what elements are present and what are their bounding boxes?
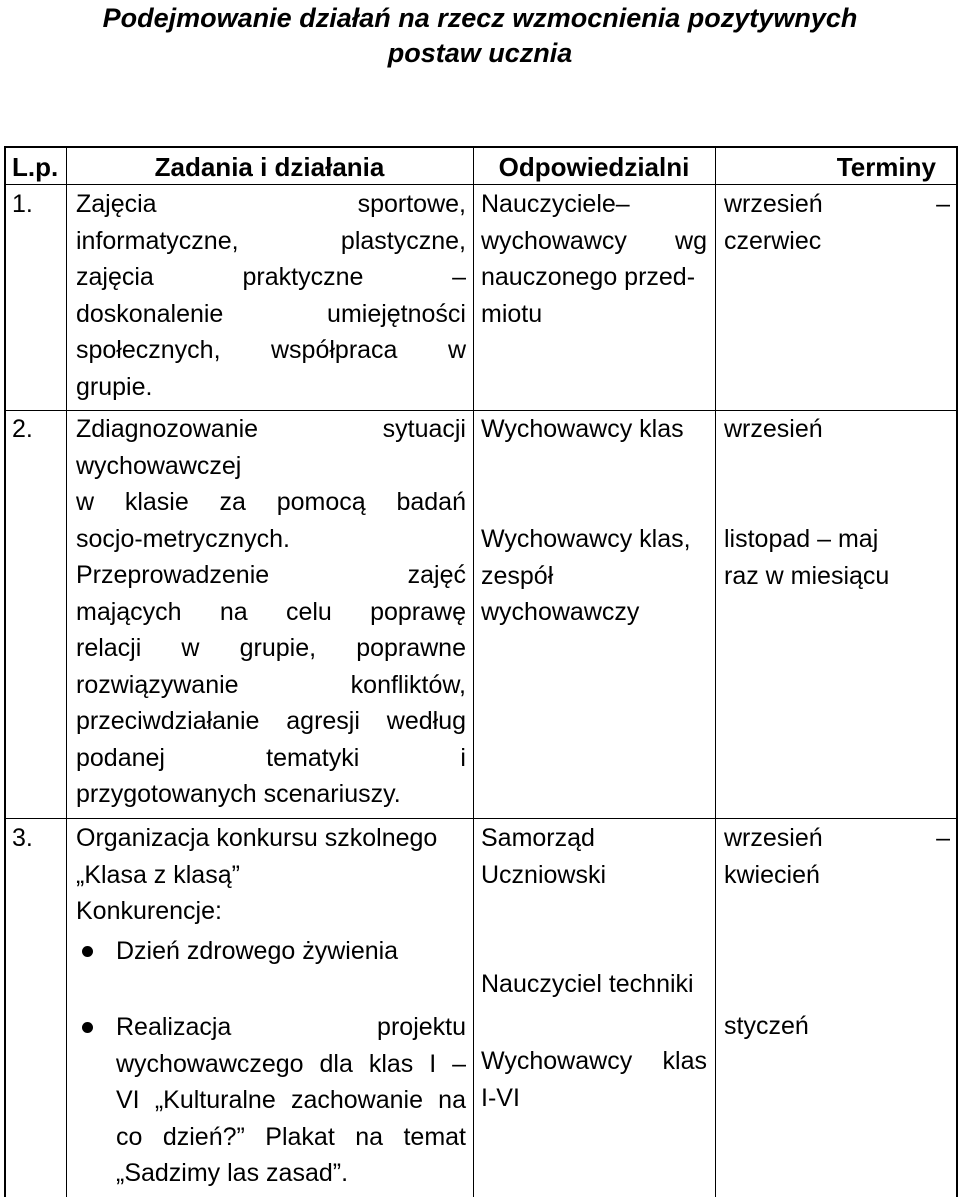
row3-responsible-c — [481, 1043, 707, 1116]
row1-term-line: wrzesień – — [724, 190, 950, 218]
row1-resp-line: miotu — [481, 299, 543, 328]
col-border-left — [4, 146, 6, 1197]
title-line-2: postaw ucznia — [387, 38, 573, 68]
row1-task-line: informatyczne, plastyczne, — [76, 226, 466, 255]
row2-resp-line: zespół — [481, 561, 554, 590]
row3-deadline-a — [724, 820, 950, 893]
row1-resp-line: Nauczyciele– — [481, 190, 630, 218]
row3-resp-line: Samorząd — [481, 824, 595, 852]
row1-resp-line: nauczonego przed- — [481, 263, 696, 291]
row2-resp-line: wychowawczy — [481, 598, 640, 626]
row2-deadline-a: wrzesień — [724, 415, 823, 443]
row3-task-line: Konkurencje: — [76, 897, 222, 925]
row2-task-line: podanej tematyki i — [76, 743, 466, 772]
row3-number: 3. — [12, 824, 33, 852]
row2-task-line: relacji w grupie, poprawne — [76, 634, 466, 662]
row3-bullet2-line: co dzień?” Plakat na temat — [116, 1122, 466, 1151]
row2-task-line: przygotowanych scenariuszy. — [76, 780, 401, 808]
col-border-3 — [715, 146, 716, 1197]
row3-resp-line: I-VI — [481, 1083, 520, 1112]
row2-responsible-a: Wychowawcy klas — [481, 415, 684, 443]
col-border-right — [956, 146, 958, 1197]
row3-bullet-2 — [116, 1009, 466, 1192]
row3-bullet2-line: „Sadzimy las zasad”. — [116, 1159, 349, 1187]
row1-task — [76, 186, 466, 405]
row2-responsible-b — [481, 521, 707, 631]
row3-term-line: kwiecień — [724, 860, 820, 889]
row1-task-line: Zajęcia sportowe, — [76, 190, 466, 218]
row1-number: 1. — [12, 190, 33, 218]
row1-task-line: zajęcia praktyczne – — [76, 263, 466, 291]
row3-resp-line: Uczniowski — [481, 860, 607, 889]
row2-task-line: Przeprowadzenie zajęć — [76, 561, 466, 589]
col-border-1 — [66, 146, 67, 1197]
row2-resp-line: Wychowawcy klas, — [481, 525, 691, 553]
row3-task — [76, 820, 466, 930]
title-line-1: Podejmowanie działań na rzecz wzmocnienia pozytywnych — [102, 3, 858, 33]
row1-resp-line: wychowawcy wg — [481, 226, 707, 255]
row3-task-line: Organizacja konkursu szkolnego — [76, 824, 438, 852]
row1-deadline — [724, 186, 950, 259]
row1-responsible — [481, 186, 707, 332]
actions-table — [4, 146, 958, 1197]
row2-task-line: wychowawczej — [76, 451, 242, 480]
row3-bullet2-line: wychowawczego dla klas I – — [116, 1049, 466, 1078]
header-deadlines: Terminy — [836, 152, 936, 182]
row3-responsible-a — [481, 820, 707, 893]
row3-bullet-1: Dzień zdrowego żywienia — [116, 937, 399, 965]
bullet-icon — [82, 1022, 93, 1033]
row1-task-line: doskonalenie umiejętności — [76, 299, 466, 328]
row2-number: 2. — [12, 415, 33, 443]
header-tasks: Zadania i działania — [154, 152, 385, 182]
col-border-2 — [473, 146, 474, 1197]
row2-task-line: w klasie za pomocą badań — [76, 488, 466, 516]
row3-responsible-b: Nauczyciel techniki — [481, 970, 694, 998]
row2-task-line: socjo-metrycznych. — [76, 524, 290, 553]
row3-task-line: „Klasa z klasą” — [76, 860, 240, 889]
row2-task-line: mających na celu poprawę — [76, 597, 466, 626]
row2-task-line: przeciwdziałanie agresji według — [76, 707, 466, 735]
bullet-icon — [82, 946, 93, 957]
row2-term-line: listopad – maj — [724, 525, 879, 553]
row2-deadline-b — [724, 521, 950, 594]
row3-term-line: wrzesień – — [724, 824, 950, 852]
row2-task — [76, 411, 466, 813]
row1-task-line: społecznych, współpraca w — [76, 336, 466, 364]
row2-bottom-border — [4, 818, 958, 819]
table-top-border — [4, 146, 958, 148]
row1-term-line: czerwiec — [724, 226, 822, 255]
row3-bullet2-line: VI „Kulturalne zachowanie na — [116, 1086, 466, 1114]
header-responsible: Odpowiedzialni — [498, 152, 690, 182]
row3-resp-line: Wychowawcy klas — [481, 1047, 707, 1075]
row3-bullet2-line: Realizacja projektu — [116, 1013, 466, 1041]
row2-task-line: Zdiagnozowanie sytuacji — [76, 415, 466, 443]
row2-task-line: rozwiązywanie konfliktów, — [76, 670, 466, 699]
row3-deadline-b: styczeń — [724, 1012, 809, 1040]
header-lp: L.p. — [12, 152, 59, 182]
row1-task-line: grupie. — [76, 372, 153, 401]
row2-term-line: raz w miesiącu — [724, 561, 890, 590]
